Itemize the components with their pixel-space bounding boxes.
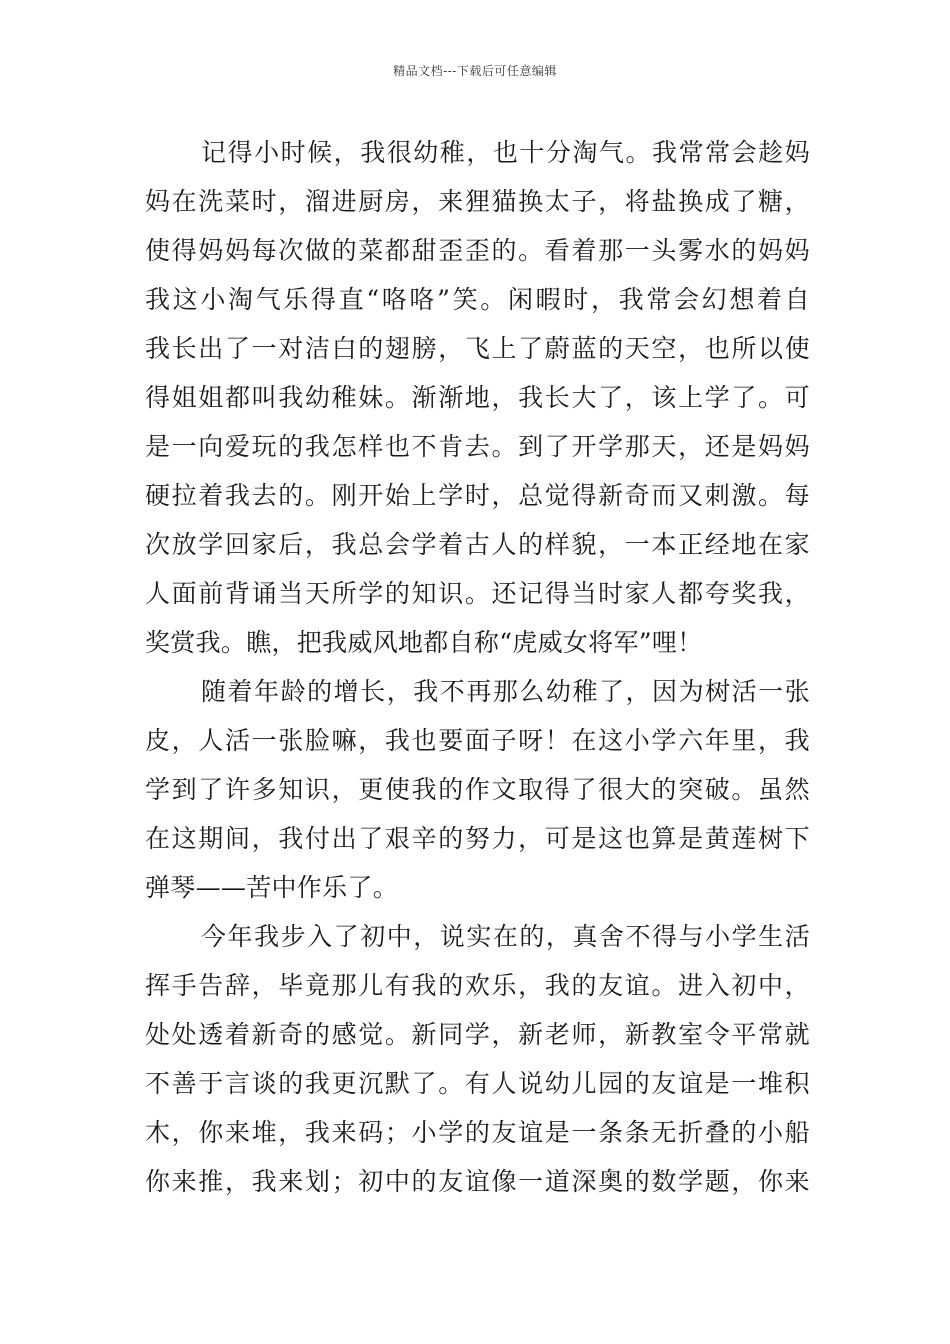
text-line: 我长出了一对洁白的翅膀，飞上了蔚蓝的天空，也所以使 xyxy=(145,334,810,363)
document-body xyxy=(145,128,810,1206)
paragraph-3 xyxy=(145,912,810,1206)
text-line: 木，你来堆，我来码；小学的友谊是一条条无折叠的小船 xyxy=(145,1118,810,1147)
text-line: 我这小淘气乐得直“咯咯”笑。闲暇时，我常会幻想着自 xyxy=(145,285,810,314)
text-line: 皮，人活一张脸嘛，我也要面子呀！在这小学六年里，我 xyxy=(145,726,810,755)
text-line: 挥手告辞，毕竟那儿有我的欢乐，我的友谊。进入初中， xyxy=(145,971,810,1000)
text-line: 得姐姐都叫我幼稚妹。渐渐地，我长大了，该上学了。可 xyxy=(145,383,810,412)
text-line: 记得小时候，我很幼稚，也十分淘气。我常常会趁妈 xyxy=(201,138,810,167)
page-header: 精品文档---下载后可任意编辑 xyxy=(393,64,557,78)
text-line: 奖赏我。瞧，把我威风地都自称“虎威女将军”哩！ xyxy=(145,628,703,657)
text-line: 人面前背诵当天所学的知识。还记得当时家人都夸奖我， xyxy=(145,579,810,608)
text-line: 你来推，我来划；初中的友谊像一道深奥的数学题，你来 xyxy=(145,1167,810,1196)
text-line: 是一向爱玩的我怎样也不肯去。到了开学那天，还是妈妈 xyxy=(145,432,810,461)
text-line: 不善于言谈的我更沉默了。有人说幼儿园的友谊是一堆积 xyxy=(145,1069,810,1098)
text-line: 次放学回家后，我总会学着古人的样貌，一本正经地在家 xyxy=(145,530,810,559)
text-line: 妈在洗菜时，溜进厨房，来狸猫换太子，将盐换成了糖， xyxy=(145,187,810,216)
paragraph-1 xyxy=(145,128,810,667)
text-line: 在这期间，我付出了艰辛的努力，可是这也算是黄莲树下 xyxy=(145,824,810,853)
text-line: 学到了许多知识，更使我的作文取得了很大的突破。虽然 xyxy=(145,775,810,804)
text-line: 弹琴——苦中作乐了。 xyxy=(145,873,399,902)
text-line: 硬拉着我去的。刚开始上学时，总觉得新奇而又刺激。每 xyxy=(145,481,810,510)
text-line: 处处透着新奇的感觉。新同学，新老师，新教室令平常就 xyxy=(145,1020,810,1049)
text-line: 今年我步入了初中，说实在的，真舍不得与小学生活 xyxy=(201,922,810,951)
text-line: 随着年龄的增长，我不再那么幼稚了，因为树活一张 xyxy=(201,677,810,706)
paragraph-2 xyxy=(145,667,810,912)
text-line: 使得妈妈每次做的菜都甜歪歪的。看着那一头雾水的妈妈 xyxy=(145,236,810,265)
